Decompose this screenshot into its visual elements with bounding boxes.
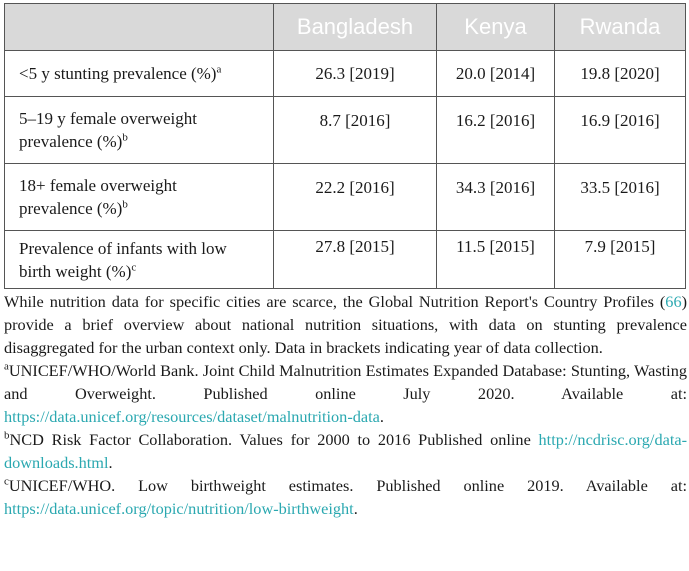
table-cell: 19.8 [2020]: [555, 51, 686, 97]
footnote-mark: a: [4, 360, 9, 373]
footnote-b: $^b$NCD Risk Factor Collaboration. Values for 2000 to 2016 Published online http://ncdrisc.org/data-downloads.html.: [4, 429, 687, 472]
table-notes: [4, 290, 687, 520]
footnote-link[interactable]: https://data.unicef.org/topic/nutrition/low-birthweight: [4, 499, 354, 518]
reference-link[interactable]: 66: [665, 292, 682, 311]
table-row: [5, 164, 686, 231]
table-header-row: [5, 4, 686, 51]
footnote-mark: b: [122, 131, 128, 144]
footnote-c: $^c$UNICEF/WHO. Low birthweight estimates. Published online 2019. Available at: https://data.unicef.org/topic/nutrition/low-birthweight.: [4, 475, 687, 518]
row-label: <5 y stunting prevalence (%)$^a$: [5, 51, 274, 97]
footnote-a: $^a$UNICEF/WHO/World Bank. Joint Child Malnutrition Estimates Expanded Database: Stunting, Wasting and Overweight. Published online July 2020. Available at: https://data.unicef.org/resources/dataset/malnutrition-data.: [4, 360, 687, 426]
footnote-mark: b: [4, 429, 10, 442]
footnote-mark: c: [131, 260, 137, 273]
row-label: Prevalence of infants with low birth weight (%)$^c$: [5, 231, 274, 289]
table-cell: 22.2 [2016]: [274, 164, 437, 231]
column-header-kenya: Kenya: [437, 4, 555, 51]
footnote-link[interactable]: https://data.unicef.org/resources/dataset/malnutrition-data: [4, 407, 380, 426]
table-cell: 26.3 [2019]: [274, 51, 437, 97]
table-cell: 16.2 [2016]: [437, 97, 555, 164]
table-cell: 20.0 [2014]: [437, 51, 555, 97]
table-cell: 11.5 [2015]: [437, 231, 555, 289]
footnote-mark: c: [4, 475, 9, 488]
table-cell: 16.9 [2016]: [555, 97, 686, 164]
table-cell: 34.3 [2016]: [437, 164, 555, 231]
table-cell: 27.8 [2015]: [274, 231, 437, 289]
table-row: [5, 51, 686, 97]
table-row: [5, 97, 686, 164]
table-cell: 33.5 [2016]: [555, 164, 686, 231]
table-note-main: While nutrition data for specific cities are scarce, the Global Nutrition Report's Country Profiles (66) provide a brief overview about national nutrition situations, with data on stunting prevalence disaggregated for the urban context only. Data in brackets indicating year of data collection.: [4, 292, 687, 357]
table-cell: 8.7 [2016]: [274, 97, 437, 164]
column-header-bangladesh: Bangladesh: [274, 4, 437, 51]
footnote-link[interactable]: http://ncdrisc.org/data-downloads.html: [4, 430, 687, 472]
table-cell: 7.9 [2015]: [555, 231, 686, 289]
footnote-mark: b: [122, 198, 128, 211]
footnote-mark: a: [216, 63, 222, 76]
nutrition-table: [4, 3, 686, 289]
column-header-rwanda: Rwanda: [555, 4, 686, 51]
table-row: [5, 231, 686, 289]
row-label: 5–19 y female overweight prevalence (%)$^b$: [5, 97, 274, 164]
column-header-empty: [5, 4, 274, 51]
row-label: 18+ female overweight prevalence (%)$^b$: [5, 164, 274, 231]
